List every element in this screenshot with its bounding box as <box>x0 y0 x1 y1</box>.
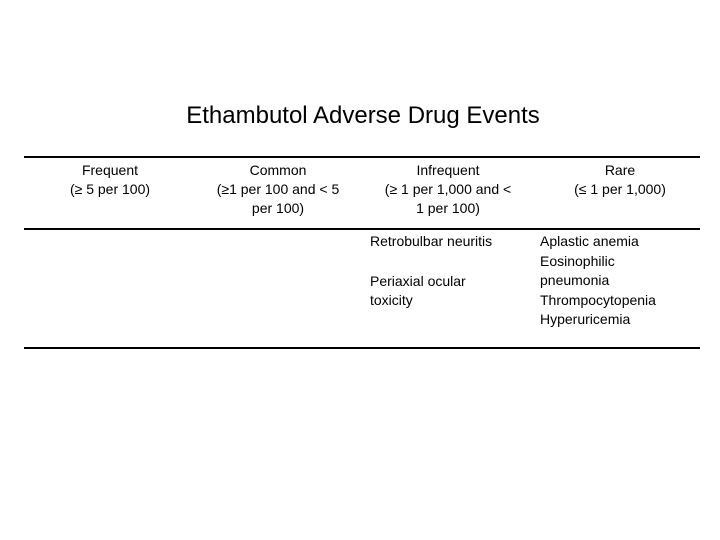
column-header-frequent <box>40 161 180 199</box>
table-header-rule <box>24 228 700 230</box>
cell-infrequent <box>370 232 535 311</box>
table-bottom-rule <box>24 347 700 349</box>
cell-entry: pneumonia <box>540 272 610 288</box>
column-header-line: Common <box>249 162 307 178</box>
cell-entry: Aplastic anemia <box>540 233 639 249</box>
cell-entry: Thrompocytopenia <box>540 291 656 308</box>
column-header-line: Infrequent <box>416 162 480 178</box>
cell-entry: Periaxial ocular <box>370 272 466 289</box>
cell-entry: Retrobulbar neuritis <box>370 233 493 249</box>
slide-title: Ethambutol Adverse Drug Events <box>186 102 540 129</box>
column-header-common <box>196 161 360 218</box>
column-header-infrequent <box>362 161 534 218</box>
cell-entry: Hyperuricemia <box>540 311 631 327</box>
column-header-line: (≤ 1 per 1,000) <box>574 181 666 197</box>
cell-rare <box>540 232 700 330</box>
column-header-rare <box>550 161 690 199</box>
column-header-line: (≥ 1 per 1,000 and < <box>384 181 512 197</box>
column-header-line: Frequent <box>81 162 139 178</box>
cell-entry: toxicity <box>370 292 413 308</box>
column-header-line: (≥ 5 per 100) <box>69 181 151 197</box>
cell-entry: Eosinophilic <box>540 252 615 269</box>
column-header-line: per 100) <box>251 200 305 216</box>
column-header-line: 1 per 100) <box>416 200 480 216</box>
column-header-line: Rare <box>604 162 636 178</box>
table-top-rule <box>24 156 700 158</box>
column-header-line: (≥1 per 100 and < 5 <box>216 181 340 197</box>
